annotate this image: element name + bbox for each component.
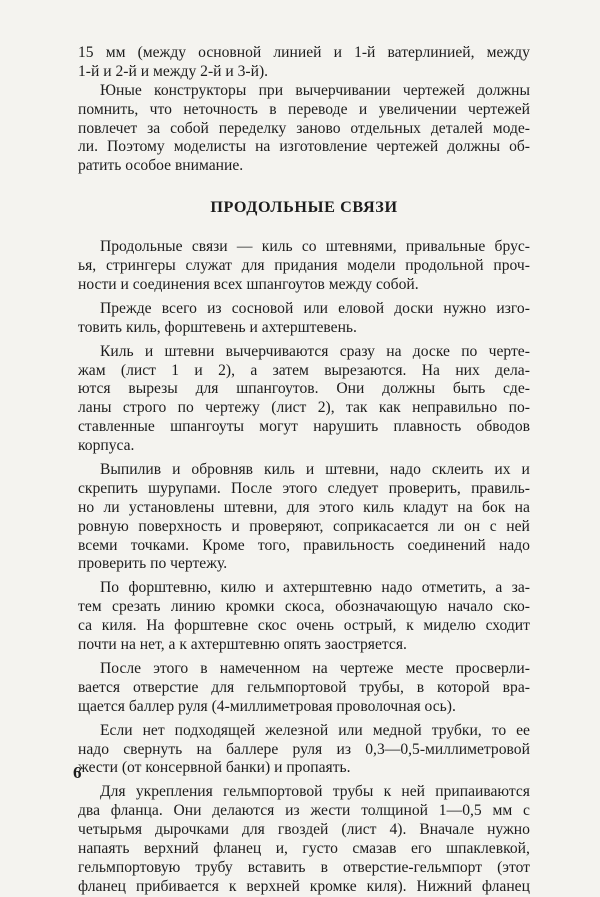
text-line: два фланца. Они делаются из жести толщиной 1—0,5 мм с xyxy=(78,802,530,820)
paragraph xyxy=(78,238,530,295)
page-number: 6 xyxy=(73,763,82,782)
text-line: Продольные связи — киль со штевнями, привальные брус- xyxy=(100,238,530,256)
text-line: ности и соединения всех шпангоутов между собой. xyxy=(78,276,419,294)
text-line: Выпилив и обровняв киль и штевни, надо склеить их и xyxy=(100,461,530,479)
intro-text xyxy=(78,44,530,176)
text-line: гельмпортовую трубу вставить в отверстие-гельмпорт (этот xyxy=(78,858,530,876)
text-line: фланец прибивается к верхней кромке киля). Нижний фланец xyxy=(78,877,530,895)
text-line: скрепить шурупами. После этого следует проверить, правиль- xyxy=(78,479,530,497)
text-line: корпуса. xyxy=(78,437,135,455)
text-line: ются вырезы для шпангоутов. Они должны быть сде- xyxy=(78,380,530,398)
text-line: ланы строго по чертежу (лист 2), так как неправильно по- xyxy=(78,399,530,417)
text-line: Если нет подходящей железной или медной трубки, то ее xyxy=(100,721,530,739)
text-line: ли. Поэтому моделисты на изготовление чертежей должны об- xyxy=(78,138,530,156)
text-line: По форштевню, килю и ахтерштевню надо отметить, а за- xyxy=(100,579,530,597)
text-line: ья, стрингеры служат для придания модели продольной проч- xyxy=(78,257,530,275)
text-line: тем срезать линию кромки скоса, обозначающую начало ско- xyxy=(78,598,530,616)
paragraph xyxy=(78,343,530,456)
text-line: 1-й и 2-й и между 2-й и 3-й). xyxy=(78,62,269,80)
section-title: ПРОДОЛЬНЫЕ СВЯЗИ xyxy=(210,198,398,217)
text-line: почти на нет, а к ахтерштевню опять заостряется. xyxy=(78,636,407,654)
paragraph xyxy=(78,300,530,338)
page-body xyxy=(78,44,530,897)
text-line: жам (лист 1 и 2), а затем вырезаются. На них дела- xyxy=(78,361,530,379)
paragraph xyxy=(78,660,530,717)
text-line: надо свернуть на баллере руля из 0,3—0,5-миллиметровой xyxy=(78,740,530,758)
text-line: напаять верхний фланец и, густо смазав его шпаклевкой, xyxy=(78,839,530,857)
text-line: вается отверстие для гельмпортовой трубы, в которой вра- xyxy=(78,678,530,696)
text-line: са киля. На форштевне скос очень острый, к миделю сходит xyxy=(78,617,530,635)
text-line: ровную поверхность и проверяют, соприкасается ли он с ней xyxy=(78,517,530,535)
text-line: Для укрепления гельмпортовой трубы к ней припаиваются xyxy=(100,783,530,801)
text-line: ратить особое внимание. xyxy=(78,157,244,175)
text-line: повлечет за собой переделку заново отдельных деталей моде- xyxy=(78,119,530,137)
text-line: жести (от консервной банки) и пропаять. xyxy=(78,759,351,777)
paragraph xyxy=(78,461,530,574)
text-line: но ли установлены штевни, для этого киль кладут на бок на xyxy=(78,498,530,516)
paragraph xyxy=(78,579,530,655)
paragraph xyxy=(78,783,530,896)
text-line: После этого в намеченном на чертеже месте просверли- xyxy=(100,659,530,677)
text-line: проверить по чертежу. xyxy=(78,555,228,573)
text-line: щается баллер руля (4-миллиметровая проволочная ось). xyxy=(78,697,456,715)
text-line: Прежде всего из сосновой или еловой доски нужно изго- xyxy=(100,299,530,317)
text-line: товить киль, форштевень и ахтерштевень. xyxy=(78,318,357,336)
text-line: 15 мм (между основной линией и 1-й ватерлинией, между xyxy=(78,44,530,61)
text-line: Юные конструкторы при вычерчивании чертежей должны xyxy=(100,81,530,99)
paragraph xyxy=(78,722,530,779)
section-body xyxy=(78,238,530,896)
text-line: помнить, что неточность в переводе и увеличении чертежей xyxy=(78,100,530,118)
text-line: Киль и штевни вычерчиваются сразу на доске по черте- xyxy=(100,342,530,360)
text-line: всеми точками. Кроме того, правильность соединений надо xyxy=(78,536,530,554)
text-line: четырьмя дырочками для гвоздей (лист 4). Вначале нужно xyxy=(78,821,530,839)
text-line: ставленные шпангоуты могут нарушить плавность обводов xyxy=(78,418,530,436)
